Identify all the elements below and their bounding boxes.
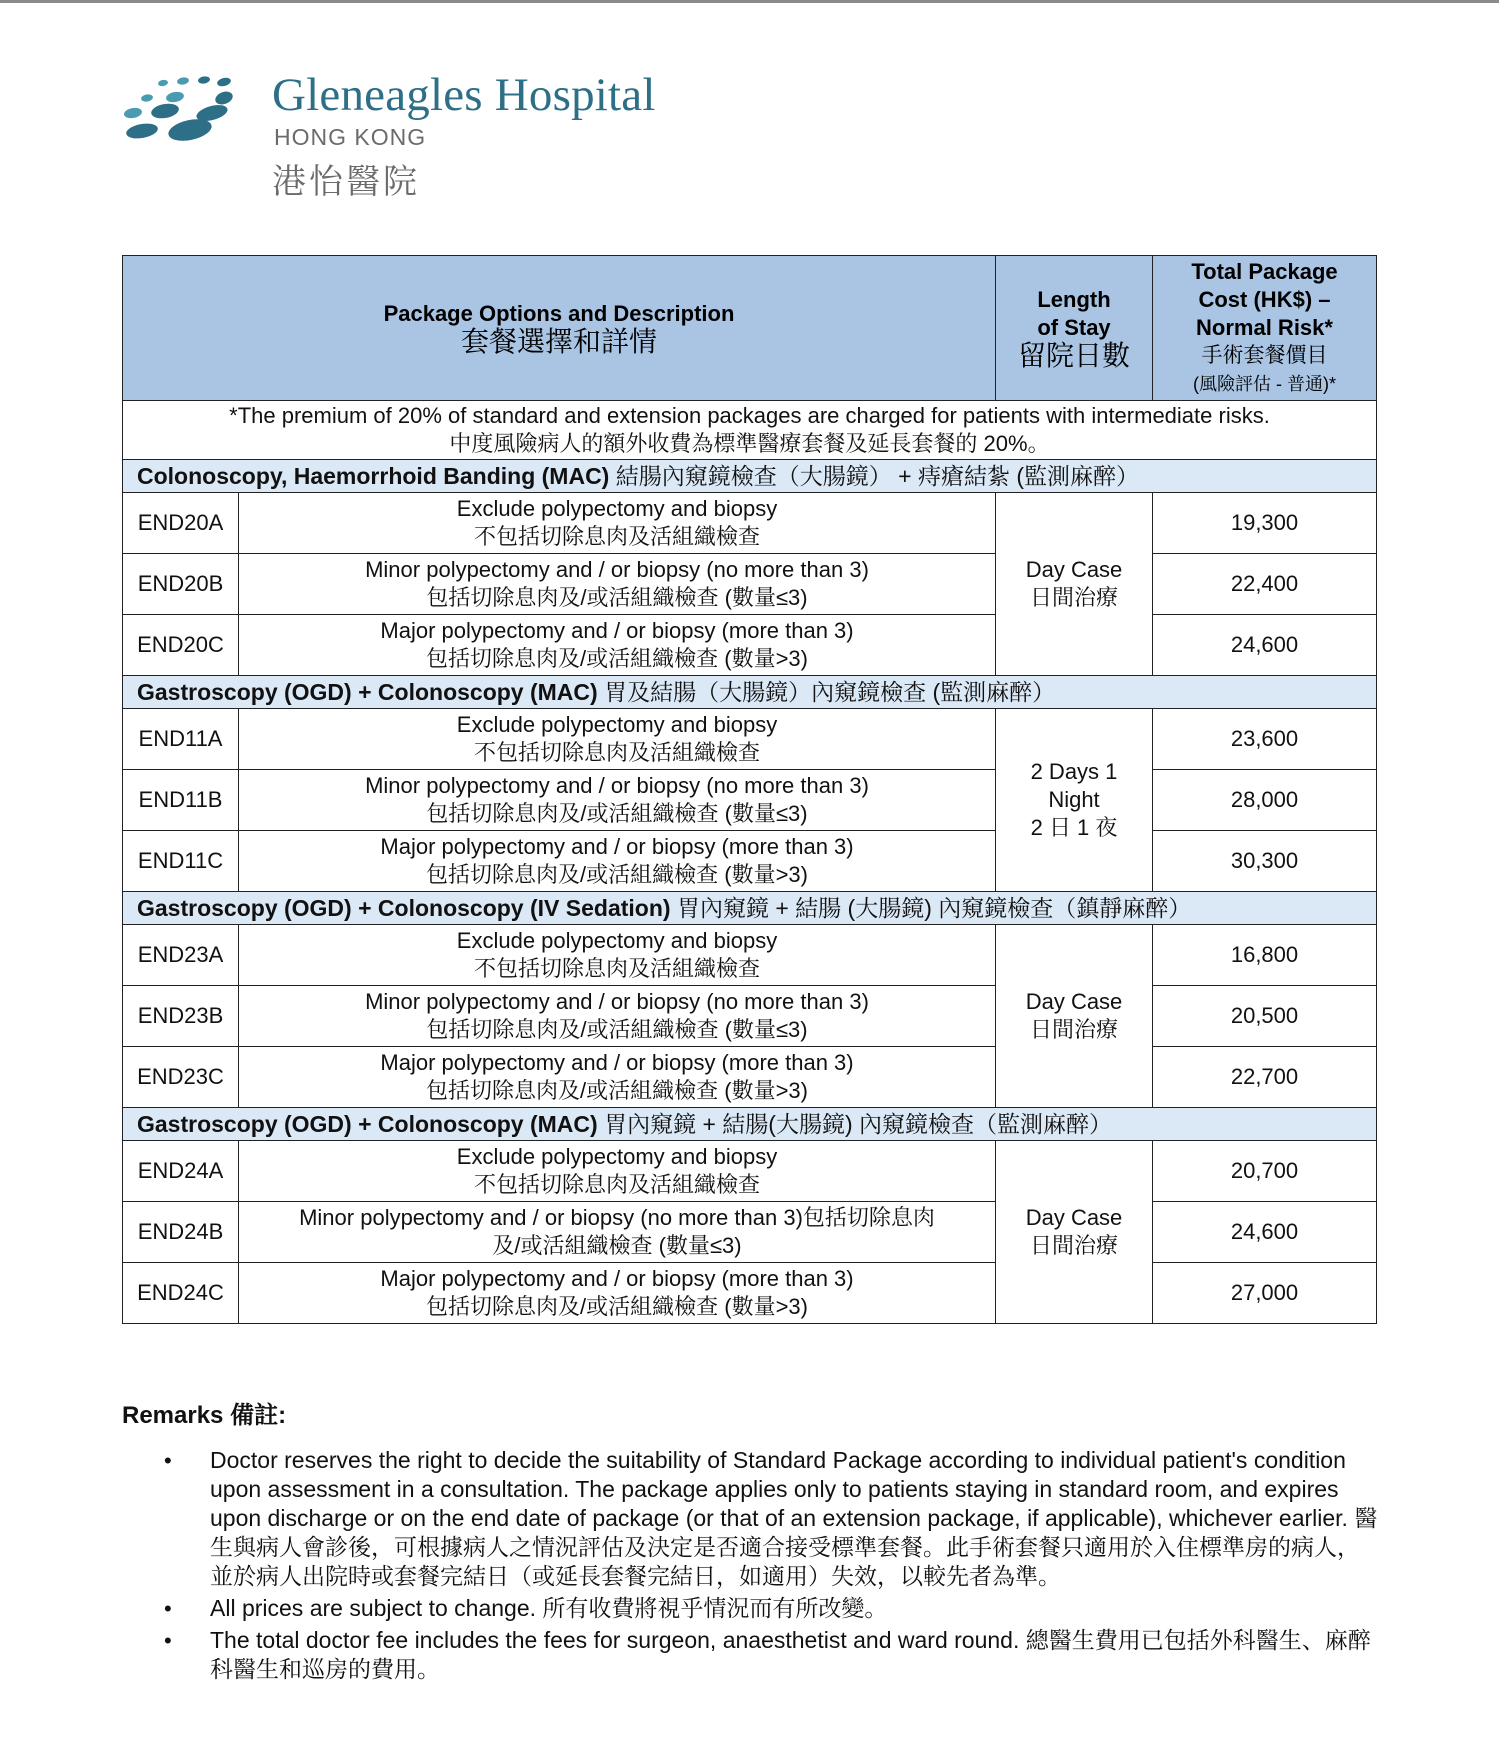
description-zh: 包括切除息肉及/或活組織檢查 (數量>3) bbox=[426, 1294, 808, 1319]
package-code: END23C bbox=[123, 1047, 239, 1108]
stay-line: 2 日 1 夜 bbox=[1030, 815, 1118, 840]
remark-item bbox=[122, 1626, 1382, 1684]
remarks-title: Remarks 備註: bbox=[122, 1402, 287, 1429]
header-length-of-stay bbox=[996, 256, 1153, 401]
stay-line: Day Case bbox=[1025, 989, 1123, 1014]
section-title bbox=[123, 676, 1377, 709]
description-zh: 不包括切除息肉及活組織檢查 bbox=[473, 1172, 760, 1197]
section-title bbox=[123, 460, 1377, 493]
table-row bbox=[123, 1263, 1377, 1324]
remark-item bbox=[122, 1446, 1382, 1591]
description-en: Minor polypectomy and / or biopsy (no more than 3) bbox=[365, 773, 869, 798]
remark-text: Doctor reserves the right to decide the suitability of Standard Package according to individual patient's condition upon assessment in a consultation. The package applies only to patients staying in standard room, and expires upon discharge or on the end date of package (or that of an extension package, if applicable), whichever earlier. 醫生與病人會診後，可根據病人之情況評估及決定是否適合接受標準套餐。此手術套餐只適用於入住標準房的病人，並於病人出院時或套餐完結日（或延長套餐完結日，如適用）失效，以較先者為準。 bbox=[210, 1447, 1378, 1589]
package-description bbox=[239, 1141, 996, 1202]
package-description bbox=[239, 709, 996, 770]
remark-item bbox=[122, 1594, 1382, 1623]
table-row bbox=[123, 1141, 1377, 1202]
description-zh: 及/或活組織檢查 (數量≤3) bbox=[492, 1233, 742, 1258]
package-table bbox=[122, 255, 1377, 1324]
table-row bbox=[123, 831, 1377, 892]
remark-text: All prices are subject to change. 所有收費將視乎情況而有所改變。 bbox=[210, 1595, 888, 1621]
header-package-options bbox=[123, 256, 996, 401]
package-description bbox=[239, 615, 996, 676]
header-cost-en-1: Total Package bbox=[1191, 259, 1338, 284]
package-code: END23B bbox=[123, 986, 239, 1047]
header-desc-en: Package Options and Description bbox=[383, 301, 735, 326]
header-cost-en-3: Normal Risk* bbox=[1196, 315, 1333, 340]
note-row bbox=[123, 401, 1377, 460]
section-row bbox=[123, 676, 1377, 709]
package-code: END20B bbox=[123, 554, 239, 615]
remarks-list bbox=[122, 1446, 1382, 1687]
table-row bbox=[123, 925, 1377, 986]
section-title-en: Gastroscopy (OGD) + Colonoscopy (IV Sedation) bbox=[137, 895, 671, 921]
package-code: END20C bbox=[123, 615, 239, 676]
stay-line: 日間治療 bbox=[1029, 1233, 1118, 1258]
table-row bbox=[123, 986, 1377, 1047]
package-description bbox=[239, 986, 996, 1047]
package-price: 27,000 bbox=[1153, 1263, 1377, 1324]
dots-logo-icon bbox=[120, 76, 245, 146]
table-row bbox=[123, 1047, 1377, 1108]
package-description bbox=[239, 493, 996, 554]
description-zh: 包括切除息肉及/或活組織檢查 (數量≤3) bbox=[426, 585, 808, 610]
header-stay-en-2: of Stay bbox=[1037, 315, 1111, 340]
brand-name: Gleneagles Hospital bbox=[272, 69, 656, 121]
section-title-zh: 胃內窺鏡 + 結腸(大腸鏡) 內窺鏡檢查（監測麻醉） bbox=[604, 1111, 1112, 1137]
package-price: 19,300 bbox=[1153, 493, 1377, 554]
stay-line: 2 Days 1 bbox=[1030, 759, 1118, 784]
section-title bbox=[123, 1108, 1377, 1141]
description-en: Major polypectomy and / or biopsy (more than 3) bbox=[380, 618, 854, 643]
brand-name-zh: 港怡醫院 bbox=[272, 162, 420, 202]
description-zh: 不包括切除息肉及活組織檢查 bbox=[473, 956, 760, 981]
package-code: END11B bbox=[123, 770, 239, 831]
description-zh: 包括切除息肉及/或活組織檢查 (數量>3) bbox=[426, 646, 808, 671]
brand-location: HONG KONG bbox=[274, 124, 427, 150]
description-zh: 包括切除息肉及/或活組織檢查 (數量>3) bbox=[426, 1078, 808, 1103]
bullet-icon: • bbox=[164, 1448, 172, 1473]
table-row bbox=[123, 615, 1377, 676]
description-zh: 包括切除息肉及/或活組織檢查 (數量≤3) bbox=[426, 801, 808, 826]
description-zh: 不包括切除息肉及活組織檢查 bbox=[473, 524, 760, 549]
remark-text: The total doctor fee includes the fees for surgeon, anaesthetist and ward round. 總醫生費用已包括外科醫生、麻醉科醫生和巡房的費用。 bbox=[210, 1627, 1371, 1682]
package-code: END20A bbox=[123, 493, 239, 554]
section-title-zh: 胃內窺鏡 + 結腸 (大腸鏡) 內窺鏡檢查（鎮靜麻醉） bbox=[676, 895, 1192, 921]
table-row bbox=[123, 709, 1377, 770]
description-en: Minor polypectomy and / or biopsy (no more than 3) bbox=[365, 989, 869, 1014]
description-en: Minor polypectomy and / or biopsy (no more than 3) bbox=[365, 557, 869, 582]
section-title-en: Gastroscopy (OGD) + Colonoscopy (MAC) bbox=[137, 679, 598, 705]
section-row bbox=[123, 892, 1377, 925]
description-zh: 不包括切除息肉及活組織檢查 bbox=[473, 740, 760, 765]
hospital-logo bbox=[120, 68, 680, 202]
section-row bbox=[123, 1108, 1377, 1141]
length-of-stay bbox=[996, 1141, 1153, 1324]
package-code: END24B bbox=[123, 1202, 239, 1263]
description-en: Exclude polypectomy and biopsy bbox=[456, 1144, 778, 1169]
package-price: 22,400 bbox=[1153, 554, 1377, 615]
header-stay-zh: 留院日數 bbox=[1017, 340, 1130, 371]
stay-line: 日間治療 bbox=[1029, 1017, 1118, 1042]
length-of-stay bbox=[996, 925, 1153, 1108]
package-description bbox=[239, 925, 996, 986]
package-description bbox=[239, 770, 996, 831]
note-en: *The premium of 20% of standard and extension packages are charged for patients with intermediate risks. bbox=[229, 403, 1270, 428]
section-title-en: Colonoscopy, Haemorrhoid Banding (MAC) bbox=[137, 463, 610, 489]
package-code: END24A bbox=[123, 1141, 239, 1202]
description-en: Exclude polypectomy and biopsy bbox=[456, 496, 778, 521]
top-border bbox=[0, 0, 1499, 3]
risk-premium-note bbox=[123, 401, 1377, 460]
section-title-en: Gastroscopy (OGD) + Colonoscopy (MAC) bbox=[137, 1111, 598, 1137]
table-header-row bbox=[123, 256, 1377, 401]
package-price: 20,700 bbox=[1153, 1141, 1377, 1202]
package-description bbox=[239, 1202, 996, 1263]
table-row bbox=[123, 1202, 1377, 1263]
header-cost-zh-1: 手術套餐價目 bbox=[1201, 344, 1328, 367]
stay-line: Night bbox=[1048, 787, 1100, 812]
description-en: Major polypectomy and / or biopsy (more than 3) bbox=[380, 1266, 854, 1291]
section-title-zh: 胃及結腸（大腸鏡）內窺鏡檢查 (監測麻醉） bbox=[604, 679, 1056, 705]
package-code: END23A bbox=[123, 925, 239, 986]
description-en: Major polypectomy and / or biopsy (more than 3) bbox=[380, 1050, 854, 1075]
package-price: 23,600 bbox=[1153, 709, 1377, 770]
description-en: Major polypectomy and / or biopsy (more than 3) bbox=[380, 834, 854, 859]
package-description bbox=[239, 1263, 996, 1324]
header-cost-zh-2: (風險評估 - 普通)* bbox=[1193, 374, 1336, 394]
table-row bbox=[123, 554, 1377, 615]
header-desc-zh: 套餐選擇和詳情 bbox=[460, 326, 657, 357]
section-title bbox=[123, 892, 1377, 925]
length-of-stay bbox=[996, 709, 1153, 892]
stay-line: 日間治療 bbox=[1029, 585, 1118, 610]
header-total-cost bbox=[1153, 256, 1377, 401]
length-of-stay bbox=[996, 493, 1153, 676]
package-description bbox=[239, 1047, 996, 1108]
bullet-icon: • bbox=[164, 1628, 172, 1653]
package-price: 30,300 bbox=[1153, 831, 1377, 892]
table-row bbox=[123, 493, 1377, 554]
package-price: 22,700 bbox=[1153, 1047, 1377, 1108]
description-en: Exclude polypectomy and biopsy bbox=[456, 712, 778, 737]
package-price: 28,000 bbox=[1153, 770, 1377, 831]
package-code: END11A bbox=[123, 709, 239, 770]
bullet-icon: • bbox=[164, 1596, 172, 1621]
note-zh: 中度風險病人的額外收費為標準醫療套餐及延長套餐的 20%。 bbox=[449, 431, 1050, 456]
package-price: 20,500 bbox=[1153, 986, 1377, 1047]
package-price: 24,600 bbox=[1153, 615, 1377, 676]
stay-line: Day Case bbox=[1025, 557, 1123, 582]
package-price: 16,800 bbox=[1153, 925, 1377, 986]
package-description bbox=[239, 831, 996, 892]
package-description bbox=[239, 554, 996, 615]
package-price: 24,600 bbox=[1153, 1202, 1377, 1263]
header-stay-en-1: Length bbox=[1037, 287, 1111, 312]
table-row bbox=[123, 770, 1377, 831]
header-cost-en-2: Cost (HK$) – bbox=[1198, 287, 1331, 312]
package-code: END24C bbox=[123, 1263, 239, 1324]
description-zh: 包括切除息肉及/或活組織檢查 (數量>3) bbox=[426, 862, 808, 887]
package-code: END11C bbox=[123, 831, 239, 892]
section-title-zh: 結腸內窺鏡檢查（大腸鏡） + 痔瘡結紮 (監測麻醉） bbox=[615, 463, 1139, 489]
description-en: Minor polypectomy and / or biopsy (no more than 3)包括切除息肉 bbox=[299, 1205, 935, 1230]
description-zh: 包括切除息肉及/或活組織檢查 (數量≤3) bbox=[426, 1017, 808, 1042]
stay-line: Day Case bbox=[1025, 1205, 1123, 1230]
section-row bbox=[123, 460, 1377, 493]
description-en: Exclude polypectomy and biopsy bbox=[456, 928, 778, 953]
